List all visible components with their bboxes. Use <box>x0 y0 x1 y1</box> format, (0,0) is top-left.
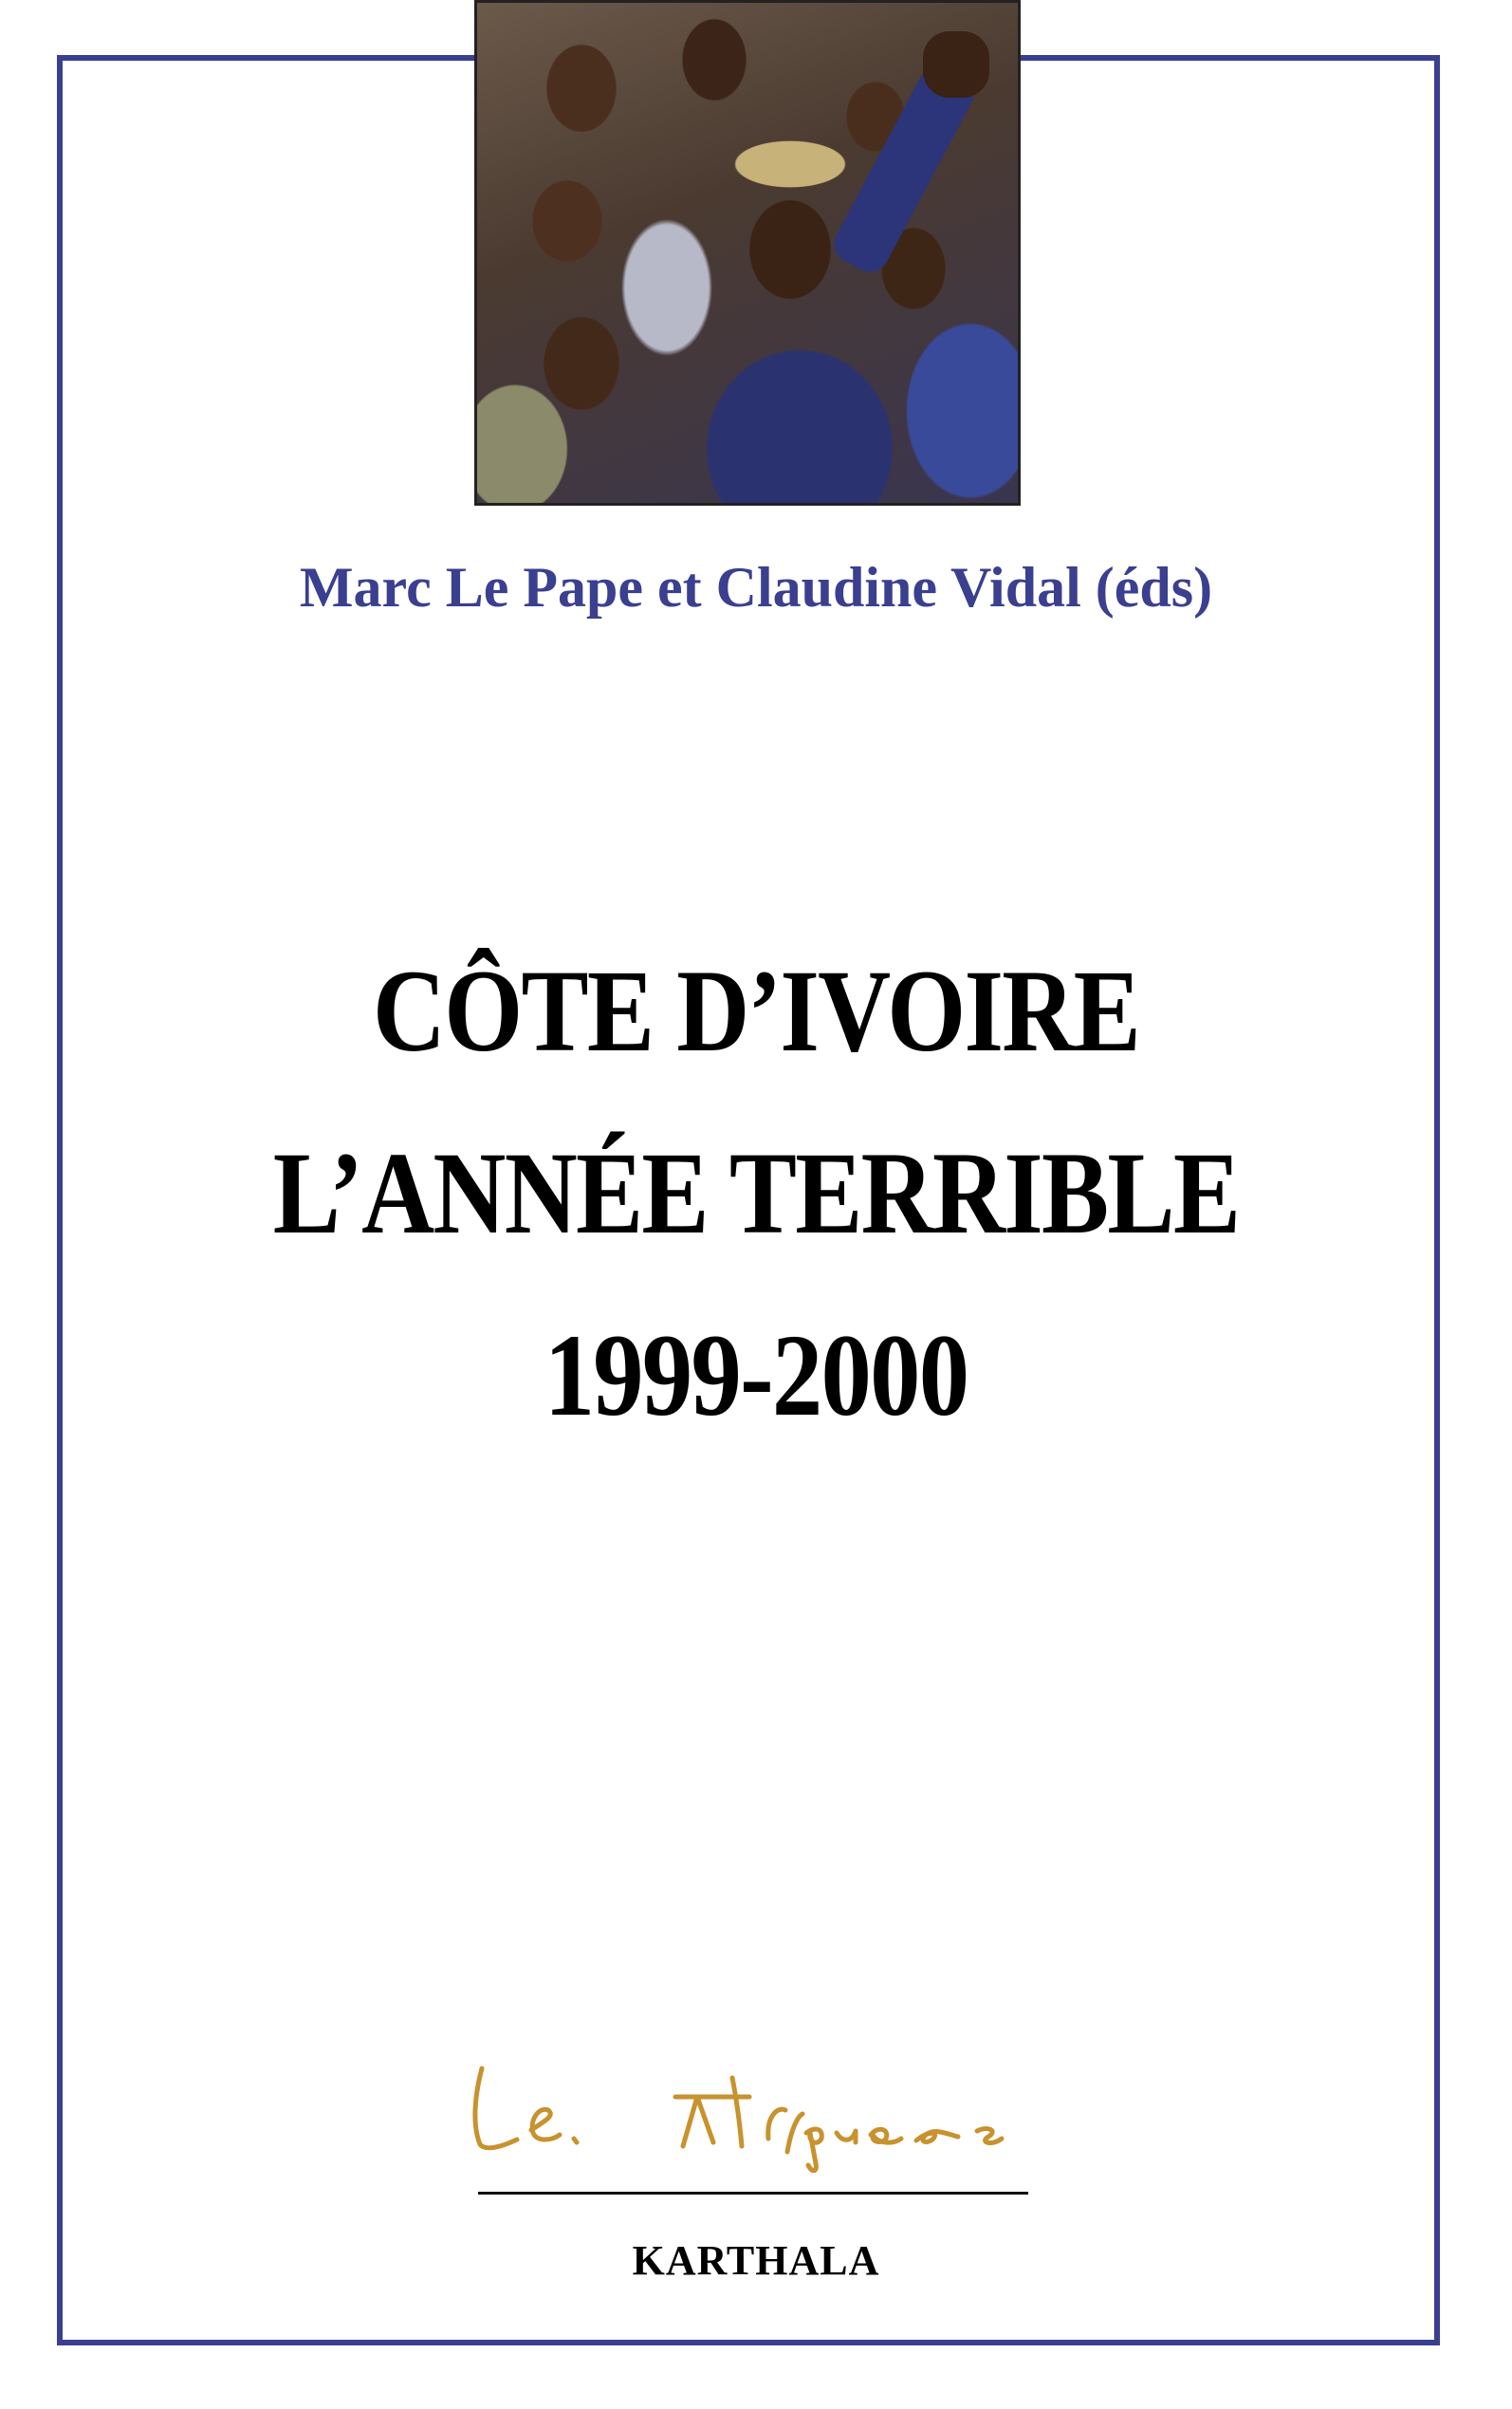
authors: Marc Le Pape et Claudine Vidal (éds) <box>299 556 1213 619</box>
title-line-2: L’ANNÉE TERRIBLE <box>272 1128 1240 1258</box>
publisher: KARTHALA <box>632 2237 880 2284</box>
book-title <box>0 920 1512 1467</box>
series-signature-logo <box>465 2040 1034 2173</box>
raised-fist <box>923 31 989 98</box>
series-divider <box>478 2192 1028 2195</box>
title-line-3: 1999-2000 <box>544 1310 968 1440</box>
title-line-1: CÔTE D’IVOIRE <box>372 946 1139 1076</box>
series-label: Les Afriques <box>465 2040 470 2041</box>
cover-photo <box>474 0 1021 506</box>
